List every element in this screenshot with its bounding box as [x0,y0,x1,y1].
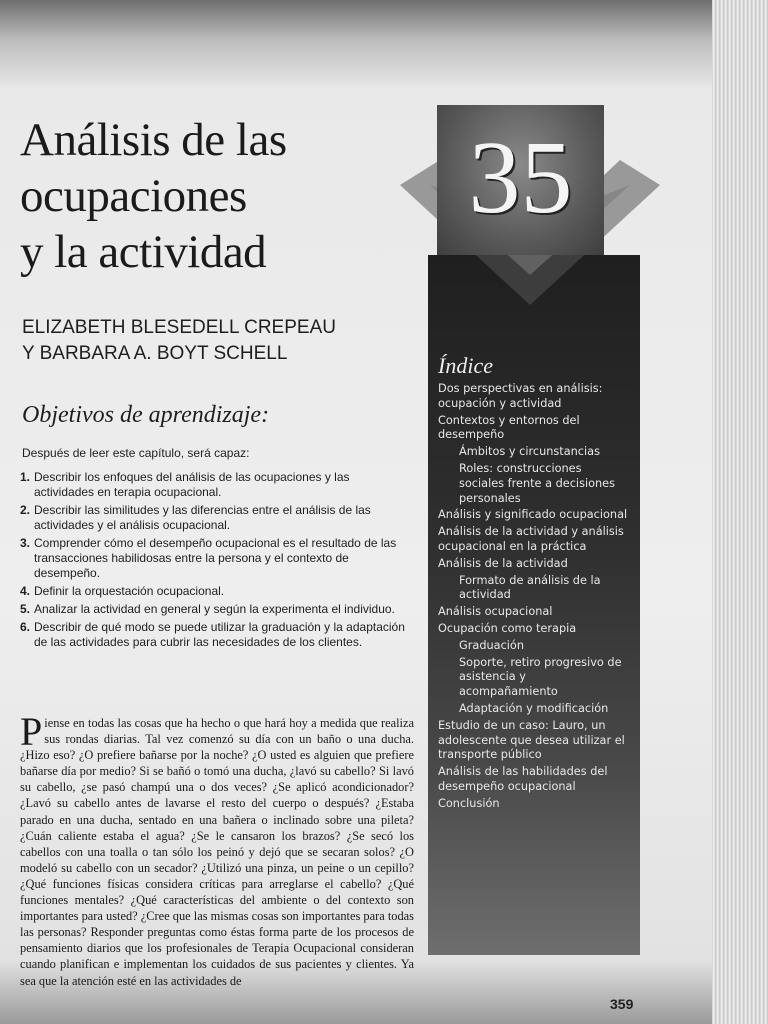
index-heading: Índice [438,353,493,378]
objective-number: 5. [20,602,31,616]
objective-text: Describir de qué modo se puede utilizar la graduación y la adaptación de las actividades para cubrir las necesidades de los clientes. [34,620,405,649]
objective-text: Describir las similitudes y las diferencias entre el análisis de las actividades y el análisis ocupacional. [34,503,371,532]
objective-item [20,503,412,533]
body-text: iense en todas las cosas que ha hecho o que hará hoy a medida que realiza sus rondas diarias. Tal vez comenzó su día con un baño o una ducha. ¿Hizo eso? ¿O prefiere bañarse por la noche? ¿O usted es alguien que prefiere bañarse día por medio? Si se bañó o tomó una ducha, ¿lavó su cabello? Si lavó su cabello, ¿se pasó champú una o dos veces? ¿Se aplicó acondicionador? ¿Lavó su cabello antes de lavarse el resto del cuerpo o después? ¿Estaba parado en una ducha, sentado en una bañera o inclinado sobre una pileta? ¿Cuán caliente estaba el agua? ¿Se le cansaron los brazos? ¿Se secó los cabellos con una toalla o tan sólo los peinó y dejó que se secaran solos? ¿O modeló su cabello con un secador? ¿Utilizó una pinza, un peine o un cepillo? ¿Qué funciones físicas considera críticas para arreglarse el cabello? ¿Qué funciones mentales? ¿Qué características del ambiente o del contexto son importantes para usted? ¿Cree que las mismas cosas son importantes para todas las personas? Responder preguntas como éstas forma parte de los procesos de pensamiento diarios que los profesionales de Terapia Ocupacional consideran cuando planifican e implementan los cuidados de sus pacientes y clientes. Ya sea que la atención esté en las actividades de [20,716,414,988]
objective-item [20,584,412,599]
objective-number: 2. [20,503,31,517]
objective-number: 6. [20,620,31,634]
index-item: Ocupación como terapia [438,621,577,635]
body-paragraph [20,709,414,989]
index-subitem: Formato de análisis de la actividad [459,573,601,602]
objective-text: Definir la orquestación ocupacional. [34,584,225,598]
index-subitem: Roles: construcciones sociales frente a decisiones personales [459,461,616,505]
index-subitem: Adaptación y modificación [459,701,609,715]
objective-number: 3. [20,536,31,550]
page-edges [712,0,768,1024]
author-line: ELIZABETH BLESEDELL CREPEAU [22,317,336,338]
objectives-heading: Objetivos de aprendizaje: [22,402,270,428]
objective-text: Describir los enfoques del análisis de las ocupaciones y las actividades en terapia ocupacional. [34,470,350,499]
objectives-intro: Después de leer este capítulo, será capaz: [22,446,250,460]
index-item: Análisis de las habilidades del desempeño ocupacional [438,765,608,793]
authors [22,315,402,367]
index-item: Análisis de la actividad [438,556,568,570]
index-item: Análisis de la actividad y análisis ocupacional en la práctica [438,525,624,553]
drop-cap: P [20,709,43,754]
chapter-number: 35 [468,120,573,235]
objective-number: 1. [20,470,31,484]
objective-text: Analizar la actividad en general y según la experimenta el individuo. [34,602,395,616]
index-item: Dos perspectivas en análisis: ocupación y actividad [438,382,603,410]
index-item: Estudio de un caso: Lauro, un adolescente que desea utilizar el transporte público [438,718,625,762]
author-line: Y BARBARA A. BOYT SCHELL [22,343,288,364]
index-item: Conclusión [438,796,500,810]
objective-item [20,602,412,617]
objective-number: 4. [20,584,31,598]
objectives-list [20,470,412,653]
index-subitem: Graduación [459,638,524,652]
chapter-title [20,112,400,280]
index-subitem: Ámbitos y circunstancias [459,445,600,459]
index-item: Contextos y entornos del desempeño [438,413,580,442]
page-number: 359 [610,996,634,1012]
title-line: y la actividad [20,226,267,278]
index-item: Análisis ocupacional [438,605,553,619]
index-subitem: Soporte, retiro progresivo de asistencia y acompañamiento [459,655,622,699]
objective-item [20,536,412,581]
index-list [438,382,628,814]
objective-text: Comprender cómo el desempeño ocupacional es el resultado de las transacciones habilidosas entre la persona y el contexto de desempeño. [34,536,397,580]
index-item: Análisis y significado ocupacional [438,508,628,522]
title-line: ocupaciones [20,170,247,222]
title-line: Análisis de las [20,114,287,166]
objective-item [20,620,412,650]
objective-item [20,470,412,500]
